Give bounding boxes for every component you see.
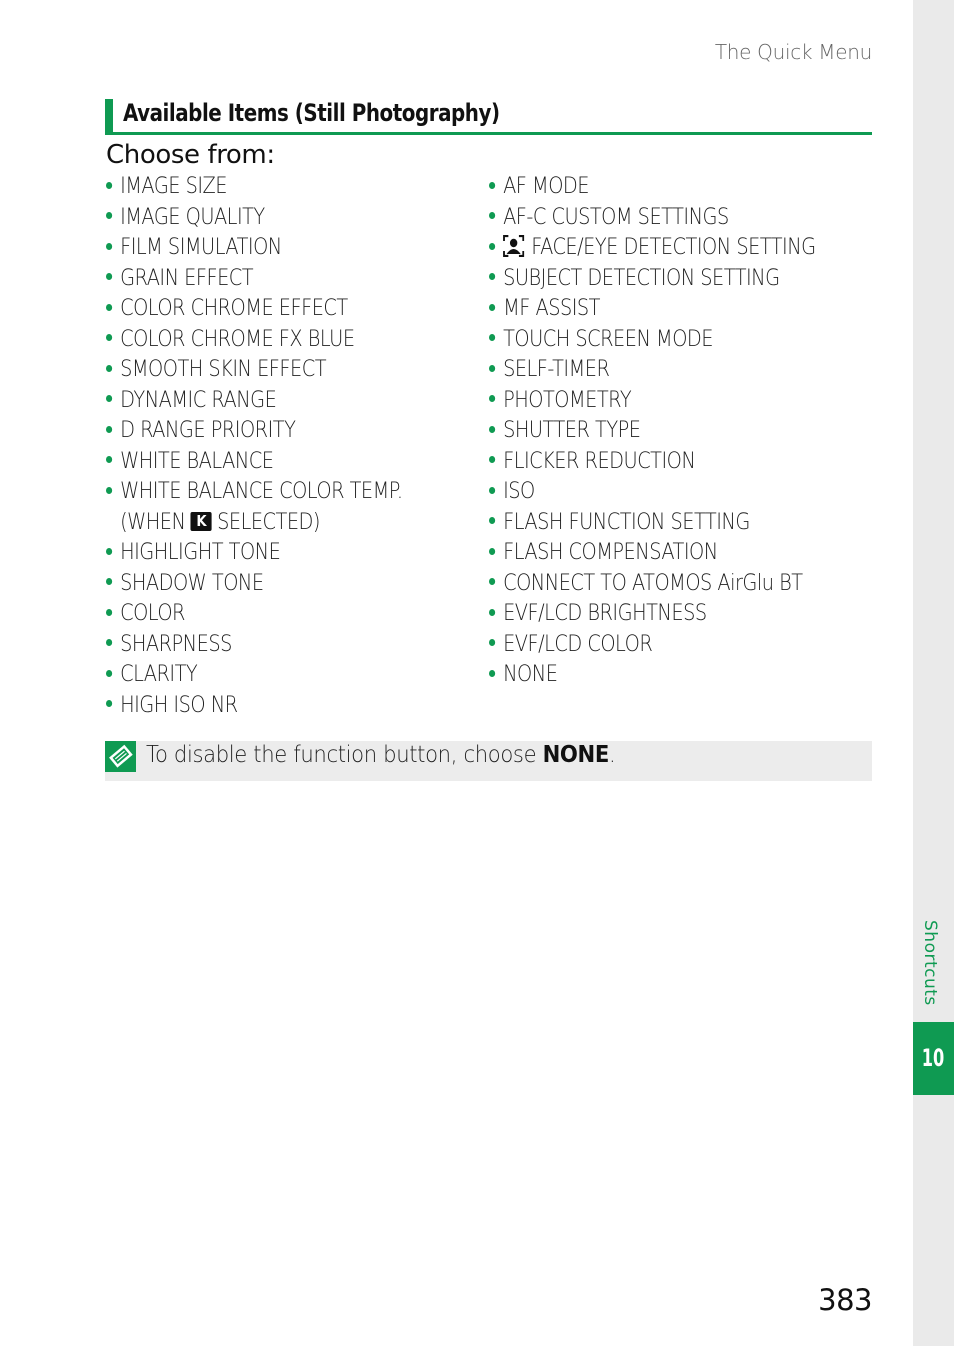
list-item: HIGHLIGHT TONE [106,538,432,569]
bullet-icon [106,609,112,616]
list-item: FLASH FUNCTION SETTING [489,508,841,539]
note-box [105,741,872,781]
list-item: FILM SIMULATION [106,233,432,264]
bullet-icon [489,426,495,433]
bullet-icon [489,365,495,372]
list-item: CONNECT TO ATOMOS AirGlu BT [489,569,841,600]
page-number: 383 [818,1283,872,1317]
list-item: CLARITY [106,660,432,691]
list-item: SUBJECT DETECTION SETTING [489,264,841,295]
bullet-icon [489,182,495,189]
list-item: ISO [489,477,841,508]
bullet-icon [489,670,495,677]
list-item: NONE [489,660,841,691]
bullet-icon [106,639,112,646]
side-strip [913,0,954,1346]
list-item: MF ASSIST [489,294,841,325]
list-item: PHOTOMETRY [489,386,841,417]
bullet-icon [106,304,112,311]
list-item: COLOR [106,599,432,630]
list-item: AF-C CUSTOM SETTINGS [489,203,841,234]
bullet-icon [489,639,495,646]
list-item: HIGH ISO NR [106,691,432,722]
list-item: FLASH COMPENSATION [489,538,841,569]
chapter-number: 10 [922,1044,945,1072]
list-item: EVF/LCD COLOR [489,630,841,661]
note-text: To disable the function button, choose NONE. [146,742,616,768]
bullet-icon [489,578,495,585]
bullet-icon [489,456,495,463]
bullet-icon [489,273,495,280]
list-item: IMAGE QUALITY [106,203,432,234]
list-item: IMAGE SIZE [106,172,432,203]
note-emphasis: NONE [542,742,609,768]
left-item-list [106,172,476,721]
bullet-icon [489,487,495,494]
bullet-icon [489,395,495,402]
heading-accent-bar [105,99,113,133]
section-title: Available Items (Still Photography) [123,99,500,127]
bullet-icon [106,365,112,372]
side-chapter-label: Shortcuts [920,920,940,1006]
bullet-icon [489,334,495,341]
bullet-icon [106,487,112,494]
bullet-icon [106,334,112,341]
list-item: DYNAMIC RANGE [106,386,432,417]
list-item: SELF-TIMER [489,355,841,386]
face-detection-icon [503,235,524,257]
list-item: SHUTTER TYPE [489,416,841,447]
bullet-icon [489,304,495,311]
list-item: FACE/EYE DETECTION SETTING [489,233,841,264]
list-item: TOUCH SCREEN MODE [489,325,841,356]
bullet-icon [106,548,112,555]
list-item: SHARPNESS [106,630,432,661]
running-head: The Quick Menu [714,40,872,64]
bullet-icon [489,609,495,616]
list-item: GRAIN EFFECT [106,264,432,295]
bullet-icon [106,456,112,463]
bullet-icon [106,670,112,677]
memo-note-icon [105,741,136,772]
list-item: D RANGE PRIORITY [106,416,432,447]
list-item: AF MODE [489,172,841,203]
bullet-icon [489,243,495,250]
list-item-continuation: (WHEN K SELECTED) [120,509,320,535]
list-item: EVF/LCD BRIGHTNESS [489,599,841,630]
list-item: FLICKER REDUCTION [489,447,841,478]
kelvin-badge-icon: K [191,512,212,531]
bullet-icon [106,578,112,585]
choose-from-label: Choose from: [106,140,275,170]
chapter-tab [913,1022,954,1095]
bullet-icon [489,212,495,219]
bullet-icon [106,243,112,250]
section-heading [105,99,872,135]
bullet-icon [106,182,112,189]
bullet-icon [106,212,112,219]
list-item: COLOR CHROME EFFECT [106,294,432,325]
list-item: COLOR CHROME FX BLUE [106,325,432,356]
list-item: WHITE BALANCE [106,447,432,478]
right-item-list [489,172,889,691]
list-item: SMOOTH SKIN EFFECT [106,355,432,386]
list-item: SHADOW TONE [106,569,432,600]
bullet-icon [106,273,112,280]
list-item: WHITE BALANCE COLOR TEMP. [106,477,432,508]
bullet-icon [106,426,112,433]
bullet-icon [106,700,112,707]
bullet-icon [489,517,495,524]
bullet-icon [489,548,495,555]
bullet-icon [106,395,112,402]
